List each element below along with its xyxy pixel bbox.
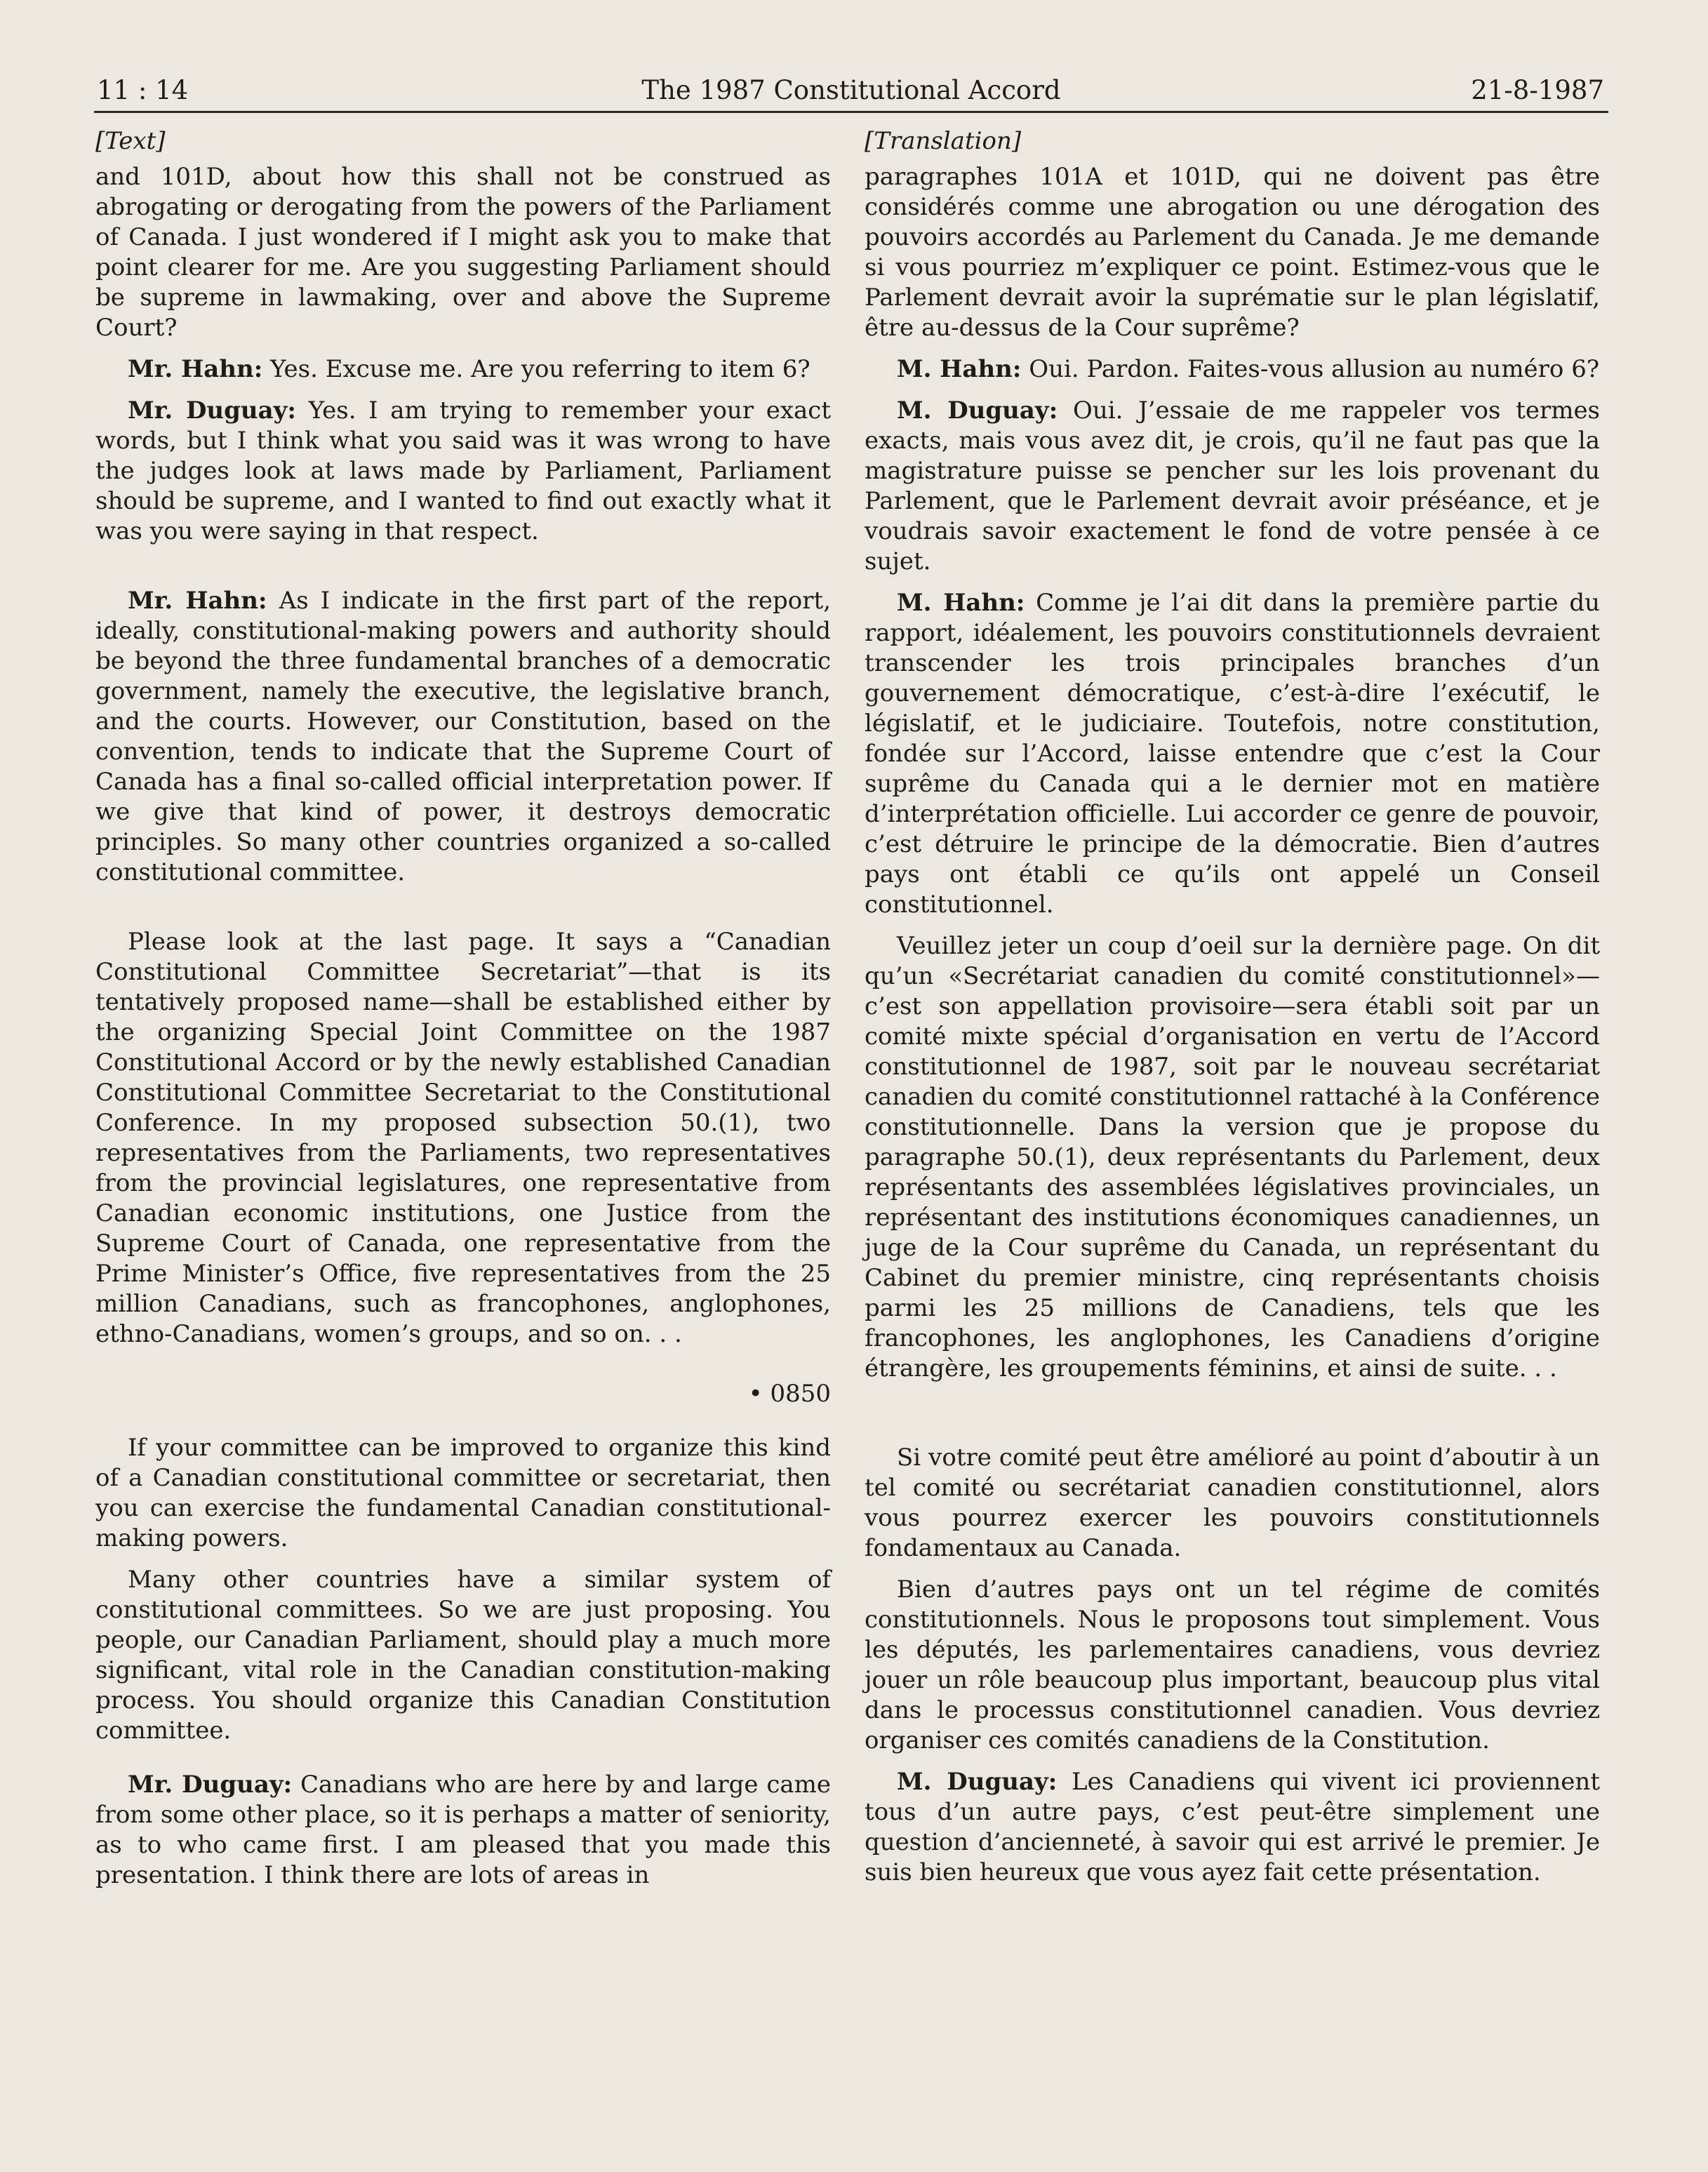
speech-paragraph bbox=[865, 396, 1600, 577]
speech-text: Yes. I am trying to remember your exact words, but I think what you said was it was wrong to have the judges look at laws made by Parliament, Parliament should be supreme, and I wanted to find out exactly what it was you were saying in that respect. bbox=[95, 397, 831, 545]
paragraph: Many other countries have a similar system of constitutional committees. So we are just proposing. You people, our Canadian Parliament, should play a much more significant, vital role in the Canadian constitution-making process. You should organize this Canadian Constitution committee. bbox=[95, 1566, 831, 1745]
page-number: 11 : 14 bbox=[97, 75, 189, 105]
speech-text: Comme je l’ai dit dans la première partie du rapport, idéalement, les pouvoirs constitutionnels devraient transcender les trois principales branches d’un gouvernement démocratique, c’est-à-dire l’exécutif, le législatif, et le judiciaire. Toutefois, notre constitution, fondée sur l’Accord, laisse entendre que c’est la Cour suprême du Canada qui a le dernier mot en matière d’interprétation officielle. Lui accorder ce genre de pouvoir, c’est détruire le principe de la démocratie. Bien d’autres pays ont établi ce qu’ils ont appelé un Conseil constitutionnel. bbox=[865, 589, 1600, 919]
paragraph: paragraphes 101A et 101D, qui ne doivent pas être considérés comme une abrogation ou une dérogation des pouvoirs accordés au Parlement du Canada. Je me demande si vous pourriez m’expliquer ce point. Estimez-vous que le Parlement devrait avoir la suprématie sur le plan législatif, être au-dessus de la Cour suprême? bbox=[865, 163, 1600, 342]
paragraph: and 101D, about how this shall not be construed as abrogating or derogating from the powers of the Parliament of Canada. I just wondered if I might ask you to make that point clearer for me. Are you suggesting Parliament should be supreme in lawmaking, over and above the Supreme Court? bbox=[95, 163, 831, 342]
speech-text: As I indicate in the first part of the report, ideally, constitutional-making powers and authority should be beyond the three fundamental branches of a democratic government, namely the executive, the legislative branch, and the courts. However, our Constitution, based on the convention, tends to indicate that the Supreme Court of Canada has a final so-called official interpretation power. If we give that kind of power, it destroys democratic principles. So many other countries organized a so-called constitutional committee. bbox=[95, 587, 832, 886]
speaker-name: M. Duguay: bbox=[897, 397, 1058, 425]
translation-tag: [Translation] bbox=[865, 127, 1022, 155]
speech-text: Oui. J’essaie de me rappeler vos termes exacts, mais vous avez dit, je crois, qu’il ne faut pas que la magistrature puisse se pencher sur les lois provenant du Parlement, que le Parlement devrait avoir préséance, et je voudrais savoir exactement le fond de votre pensée à ce sujet. bbox=[865, 397, 1601, 575]
paragraph: Si votre comité peut être amélioré au point d’aboutir à un tel comité ou secrétariat canadien constitutionnel, alors vous pourrez exercer les pouvoirs constitutionnels fondamentaux au Canada. bbox=[865, 1444, 1600, 1562]
speech-text: Canadians who are here by and large came from some other place, so it is perhaps a matter of seniority, as to who came first. I am pleased that you made this presentation. I think there are lots of areas in bbox=[95, 1771, 831, 1889]
paragraph: Please look at the last page. It says a “Canadian Constitutional Committee Secretariat”—that is its tentatively proposed name—shall be established either by the organizing Special Joint Committee on the 1987 Constitutional Accord or by the newly established Canadian Constitutional Committee Secretariat to the Constitutional Conference. In my proposed subsection 50.(1), two representatives from the Parliaments, two representatives from the provincial legislatures, one representative from Canadian economic institutions, one Justice from the Supreme Court of Canada, one representative from the Prime Minister’s Office, five representatives from the 25 million Canadians, such as francophones, anglophones, ethno-Canadians, women’s groups, and so on. . . bbox=[95, 928, 831, 1348]
speaker-name: Mr. Duguay: bbox=[128, 397, 296, 425]
french-column bbox=[865, 126, 1600, 1888]
time-marker: • 0850 bbox=[748, 1380, 831, 1408]
speaker-name: M. Hahn: bbox=[897, 355, 1022, 383]
speaker-name: M. Hahn: bbox=[897, 589, 1025, 617]
english-column bbox=[95, 126, 831, 1891]
document-date: 21-8-1987 bbox=[1471, 75, 1604, 105]
paragraph: Bien d’autres pays ont un tel régime de comités constitutionnels. Nous le proposons tout simplement. Vous les députés, les parlementaires canadiens, vous devriez jouer un rôle beaucoup plus important, beaucoup plus vital dans le processus constitutionnel canadien. Vous devriez organiser ces comités canadiens de la Constitution. bbox=[865, 1575, 1600, 1754]
speech-paragraph bbox=[865, 588, 1600, 920]
paragraph: Veuillez jeter un coup d’oeil sur la dernière page. On dit qu’un «Secrétariat canadien du comité constitutionnel»—c’est son appellation provisoire—sera établi soit par un comité mixte spécial d’organisation en vertu de l’Accord constitutionnel de 1987, soit par le nouveau secrétariat canadien du comité constitutionnel rattaché à la Conférence constitutionnelle. Dans la version que je propose du paragraphe 50.(1), deux représentants du Parlement, deux représentants des assemblées législatives provinciales, un représentant des institutions économiques canadiennes, un juge de la Cour suprême du Canada, un représentant du Cabinet du premier ministre, cinq représentants choisis parmi les 25 millions de Canadiens, tels que les francophones, les anglophones, les Canadiens d’origine étrangère, les groupements féminins, et ainsi de suite. . . bbox=[865, 932, 1600, 1383]
speech-paragraph bbox=[95, 1770, 831, 1891]
speech-paragraph bbox=[95, 354, 831, 385]
speech-text: Oui. Pardon. Faites-vous allusion au numéro 6? bbox=[1021, 355, 1600, 383]
speech-text: Yes. Excuse me. Are you referring to item 6? bbox=[262, 355, 810, 383]
speech-text: Les Canadiens qui vivent ici proviennent tous d’un autre pays, c’est peut-être simplement une question d’ancienneté, à savoir qui est arrivé le premier. Je suis bien heureux que vous ayez fait cette présentation. bbox=[865, 1768, 1600, 1886]
header-rule bbox=[94, 111, 1608, 113]
speaker-name: M. Duguay: bbox=[897, 1768, 1058, 1796]
text-tag: [Text] bbox=[95, 127, 166, 155]
speech-paragraph bbox=[865, 1767, 1600, 1888]
document-title: The 1987 Constitutional Accord bbox=[641, 75, 1061, 105]
speaker-name: Mr. Hahn: bbox=[128, 355, 263, 383]
page-header bbox=[94, 69, 1608, 112]
speech-paragraph bbox=[865, 354, 1600, 385]
paragraph: If your committee can be improved to organize this kind of a Canadian constitutional committee or secretariat, then you can exercise the fundamental Canadian constitutional-making powers. bbox=[95, 1434, 831, 1552]
speaker-name: Mr. Duguay: bbox=[128, 1771, 293, 1799]
speaker-name: Mr. Hahn: bbox=[128, 587, 267, 615]
speech-paragraph bbox=[95, 586, 831, 888]
speech-paragraph bbox=[95, 396, 831, 547]
